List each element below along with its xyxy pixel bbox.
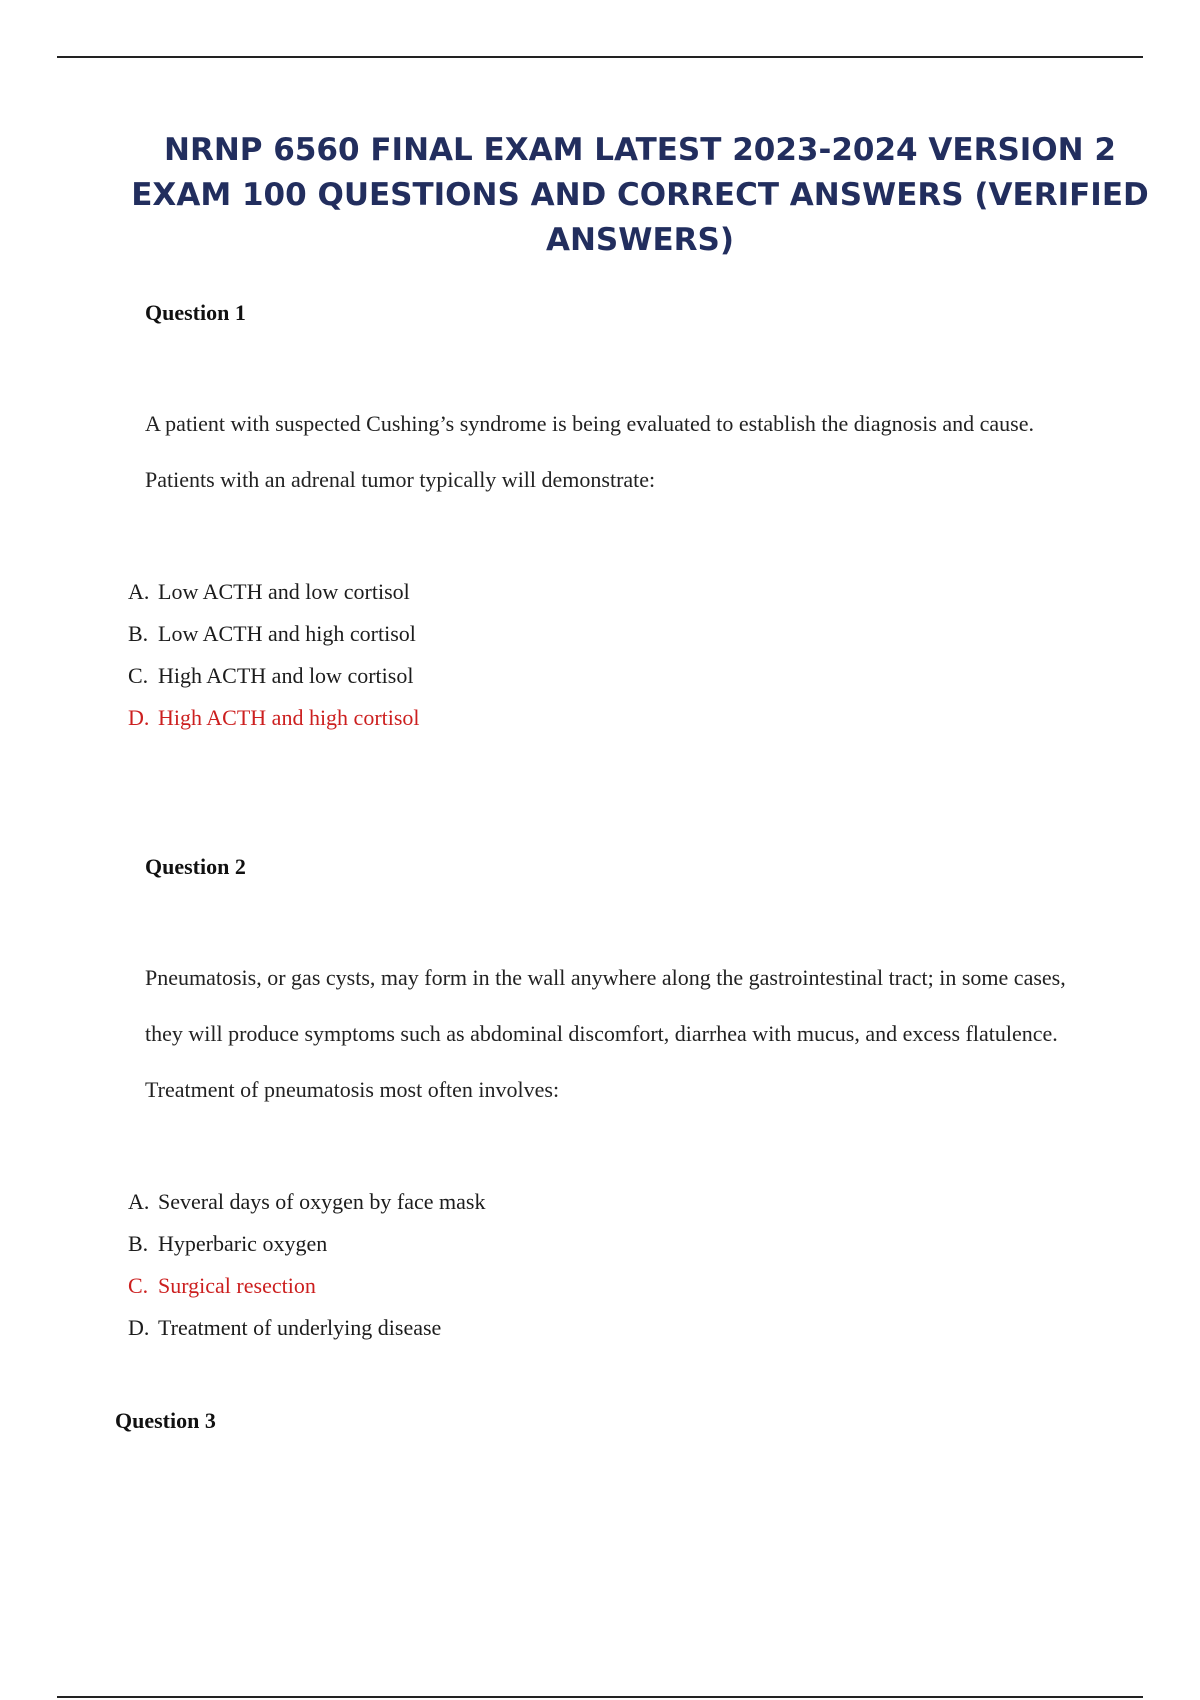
top-rule (57, 56, 1143, 58)
option-text: Surgical resection (158, 1273, 316, 1298)
option-letter: D. (128, 705, 150, 730)
option-text: Low ACTH and high cortisol (158, 621, 416, 646)
option-text: High ACTH and low cortisol (158, 663, 414, 688)
question-1-text: A patient with suspected Cushing’s syndrome is being evaluated to establish the diagnosis and cause. Patients with an adrenal tumor typically will demonstrate: (145, 411, 1035, 492)
question-2-option-d (128, 1307, 485, 1349)
option-letter: A. (128, 579, 150, 604)
question-3-heading: Question 3 (115, 1408, 216, 1433)
question-2-option-c (128, 1265, 485, 1307)
question-1-option-b (128, 613, 420, 655)
question-1-option-d (128, 697, 420, 739)
option-letter: B. (128, 621, 149, 646)
option-letter: C. (128, 1273, 149, 1298)
bottom-rule (57, 1696, 1143, 1698)
option-text: Hyperbaric oxygen (158, 1231, 328, 1256)
option-text: Several days of oxygen by face mask (158, 1189, 486, 1214)
option-letter: B. (128, 1231, 149, 1256)
document-title: NRNP 6560 FINAL EXAM LATEST 2023-2024 VERSION 2 EXAM 100 QUESTIONS AND CORRECT ANSWERS (VERIFIED ANSWERS) (131, 132, 1149, 258)
option-text: Low ACTH and low cortisol (158, 579, 410, 604)
option-text: Treatment of underlying disease (158, 1315, 442, 1340)
option-letter: C. (128, 663, 149, 688)
question-1-options (128, 571, 420, 739)
option-text: High ACTH and high cortisol (158, 705, 420, 730)
question-2-option-b (128, 1223, 485, 1265)
question-2-options (128, 1181, 485, 1349)
question-1-option-a (128, 571, 420, 613)
question-1-option-c (128, 655, 420, 697)
option-letter: D. (128, 1315, 150, 1340)
question-1-heading: Question 1 (145, 300, 246, 325)
option-letter: A. (128, 1189, 150, 1214)
question-2-text: Pneumatosis, or gas cysts, may form in the wall anywhere along the gastrointestinal tract; in some cases, they will produce symptoms such as abdominal discomfort, diarrhea with mucus, and excess flatulence. Treatment of pneumatosis most often involves: (145, 965, 1066, 1102)
question-2-option-a (128, 1181, 485, 1223)
question-2-heading: Question 2 (145, 854, 246, 879)
